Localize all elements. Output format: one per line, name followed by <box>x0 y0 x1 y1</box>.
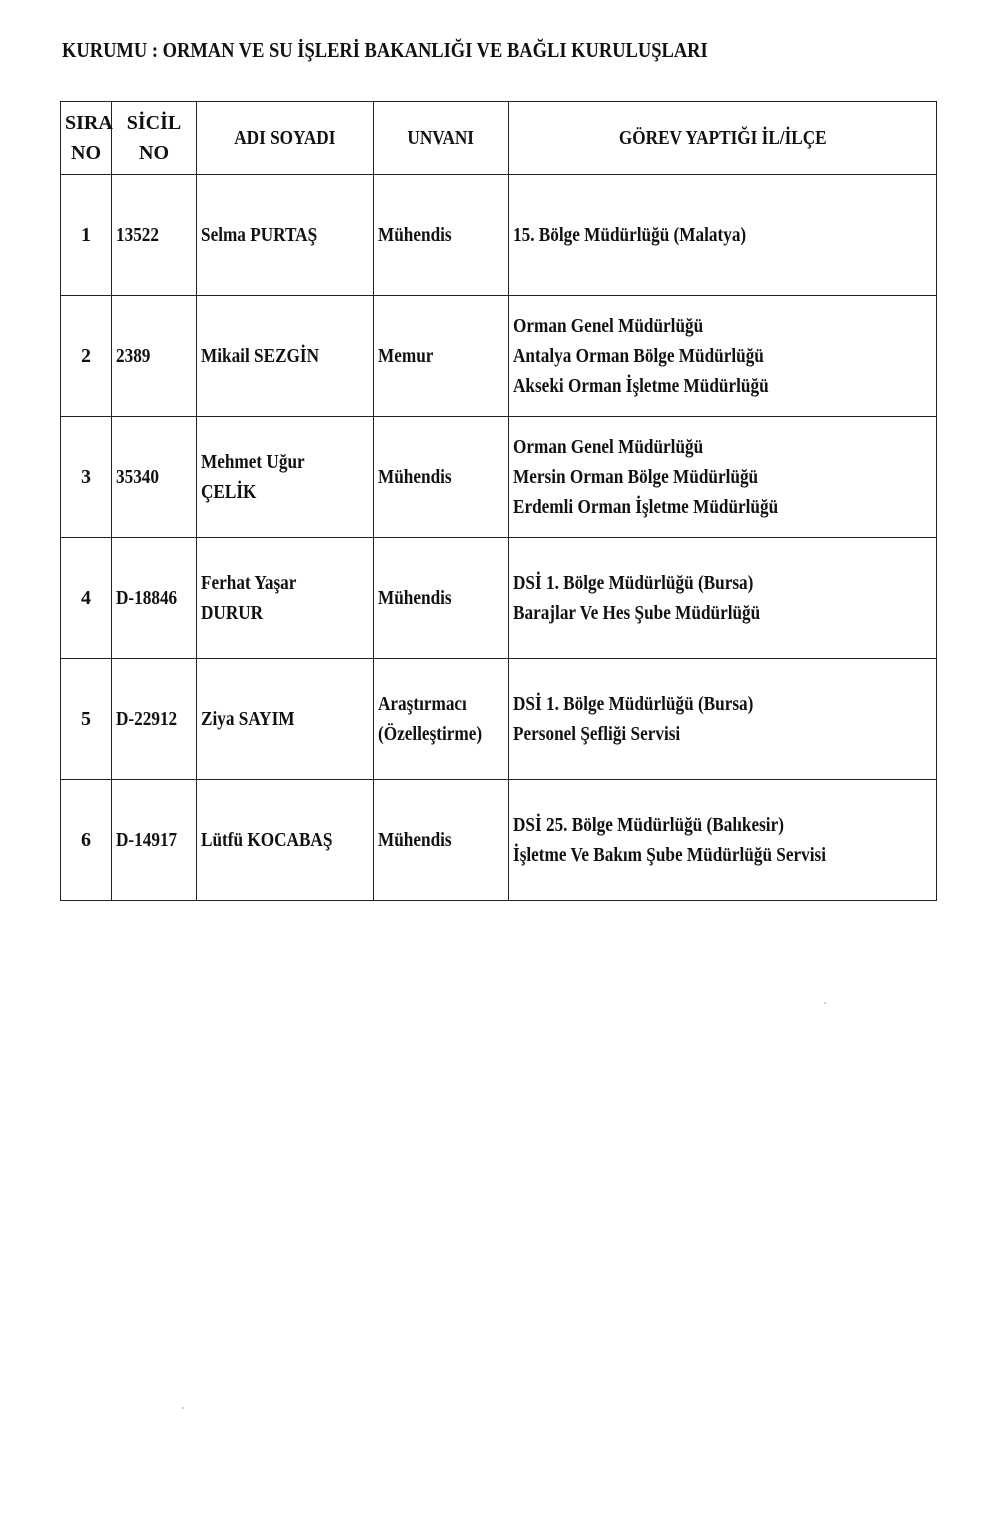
name-text: Mikail SEZGİN <box>201 345 320 367</box>
header-sicil-no <box>112 102 197 175</box>
name-text: Selma PURTAŞ <box>201 224 318 246</box>
cell-adi-soyadi <box>197 538 374 659</box>
cell-sira-no <box>61 659 112 780</box>
sira-value: 3 <box>81 466 91 488</box>
title-text-line <box>378 719 504 749</box>
sicil-value-line <box>116 341 192 371</box>
cell-unvani <box>374 780 509 901</box>
duty-location-text: Personel Şefliği Servisi <box>513 723 681 745</box>
cell-sicil-no <box>112 538 197 659</box>
title-text: Mühendis <box>378 466 452 488</box>
header-sira-line-2: NO <box>71 142 101 164</box>
scan-speck <box>824 1002 826 1004</box>
table-row <box>61 175 937 296</box>
sicil-value: D-18846 <box>116 587 178 609</box>
cell-adi-soyadi <box>197 417 374 538</box>
name-text: DURUR <box>201 602 264 624</box>
header-row <box>61 102 937 175</box>
sira-value: 4 <box>81 587 91 609</box>
table-row <box>61 296 937 417</box>
cell-sicil-no <box>112 659 197 780</box>
cell-sicil-no <box>112 175 197 296</box>
cell-adi-soyadi <box>197 296 374 417</box>
cell-sira-no <box>61 175 112 296</box>
cell-sira-no <box>61 538 112 659</box>
cell-adi-soyadi <box>197 175 374 296</box>
duty-location-text: Mersin Orman Bölge Müdürlüğü <box>513 466 759 488</box>
cell-sira-no <box>61 417 112 538</box>
title-text: Mühendis <box>378 224 452 246</box>
table-row <box>61 417 937 538</box>
duty-location-text-line <box>513 220 932 250</box>
cell-unvani <box>374 659 509 780</box>
duty-location-text-line <box>513 492 932 522</box>
duty-location-text: Orman Genel Müdürlüğü <box>513 436 704 458</box>
cell-unvani <box>374 538 509 659</box>
page-title: KURUMU : ORMAN VE SU İŞLERİ BAKANLIĞI VE BAĞLI KURULUŞLARI <box>62 38 708 62</box>
name-text-line <box>201 598 369 628</box>
name-text: Lütfü KOCABAŞ <box>201 829 333 851</box>
duty-location-text-line <box>513 598 932 628</box>
sicil-value-line <box>116 583 192 613</box>
sira-value: 1 <box>81 224 91 246</box>
title-text: Araştırmacı <box>378 693 467 715</box>
cell-sicil-no <box>112 417 197 538</box>
title-text: Mühendis <box>378 829 452 851</box>
table-row <box>61 538 937 659</box>
name-text-line <box>201 220 369 250</box>
header-gorev-yaptigi <box>509 102 937 175</box>
duty-location-text-line <box>513 311 932 341</box>
duty-location-text: Erdemli Orman İşletme Müdürlüğü <box>513 496 779 518</box>
header-gorev-label: GÖREV YAPTIĞI İL/İLÇE <box>618 127 827 149</box>
duty-location-text: Antalya Orman Bölge Müdürlüğü <box>513 345 764 367</box>
name-text: Ferhat Yaşar <box>201 572 297 594</box>
duty-location-text-line <box>513 371 932 401</box>
sira-value: 6 <box>81 829 91 851</box>
table-body <box>61 175 937 901</box>
cell-adi-soyadi <box>197 659 374 780</box>
name-text-line <box>201 341 369 371</box>
cell-sira-no <box>61 780 112 901</box>
title-text: (Özelleştirme) <box>378 723 483 745</box>
title-text-line <box>378 583 504 613</box>
sicil-value-line <box>116 462 192 492</box>
duty-location-text-line <box>513 719 932 749</box>
duty-location-text-line <box>513 568 932 598</box>
title-text: Mühendis <box>378 587 452 609</box>
duty-location-text: 15. Bölge Müdürlüğü (Malatya) <box>513 224 747 246</box>
name-text-line <box>201 704 369 734</box>
duty-location-text: DSİ 1. Bölge Müdürlüğü (Bursa) <box>513 572 754 594</box>
header-sira-no <box>61 102 112 175</box>
title-text: Memur <box>378 345 434 367</box>
duty-location-text-line <box>513 840 932 870</box>
sira-value: 5 <box>81 708 91 730</box>
table-header <box>61 102 937 175</box>
header-sicil-line-1: SİCİL <box>126 112 182 134</box>
cell-unvani <box>374 417 509 538</box>
name-text-line <box>201 447 369 477</box>
name-text-line <box>201 477 369 507</box>
name-text: ÇELİK <box>201 481 257 503</box>
duty-location-text-line <box>513 689 932 719</box>
duty-location-text: Akseki Orman İşletme Müdürlüğü <box>513 375 769 397</box>
name-text: Mehmet Uğur <box>201 451 305 473</box>
duty-location-text: İşletme Ve Bakım Şube Müdürlüğü Servisi <box>513 844 826 866</box>
sicil-value: D-14917 <box>116 829 178 851</box>
duty-location-text: DSİ 25. Bölge Müdürlüğü (Balıkesir) <box>513 814 784 836</box>
header-unvani <box>374 102 509 175</box>
sicil-value: 35340 <box>116 466 159 488</box>
duty-location-text: Barajlar Ve Hes Şube Müdürlüğü <box>513 602 761 624</box>
duty-location-text-line <box>513 341 932 371</box>
header-sicil-line-2: NO <box>139 142 169 164</box>
sira-value: 2 <box>81 345 91 367</box>
cell-sicil-no <box>112 780 197 901</box>
duty-location-text: Orman Genel Müdürlüğü <box>513 315 704 337</box>
duty-location-text-line <box>513 432 932 462</box>
table-row <box>61 780 937 901</box>
header-sira-line-1: SIRA <box>65 112 113 134</box>
header-unvani-label: UNVANI <box>407 127 475 149</box>
title-text-line <box>378 462 504 492</box>
duty-location-text: DSİ 1. Bölge Müdürlüğü (Bursa) <box>513 693 754 715</box>
sicil-value-line <box>116 825 192 855</box>
title-text-line <box>378 689 504 719</box>
sicil-value-line <box>116 220 192 250</box>
cell-gorev-yeri <box>509 175 937 296</box>
sicil-value: D-22912 <box>116 708 178 730</box>
title-text-line <box>378 825 504 855</box>
duty-location-text-line <box>513 462 932 492</box>
table-row <box>61 659 937 780</box>
header-adi-soyadi-label: ADI SOYADI <box>234 127 336 149</box>
cell-sicil-no <box>112 296 197 417</box>
name-text: Ziya SAYIM <box>201 708 295 730</box>
personnel-table <box>60 101 937 901</box>
duty-location-text-line <box>513 810 932 840</box>
name-text-line <box>201 568 369 598</box>
title-text-line <box>378 220 504 250</box>
scan-speck <box>182 1407 184 1409</box>
sicil-value: 13522 <box>116 224 159 246</box>
cell-sira-no <box>61 296 112 417</box>
cell-unvani <box>374 175 509 296</box>
name-text-line <box>201 825 369 855</box>
title-text-line <box>378 341 504 371</box>
cell-adi-soyadi <box>197 780 374 901</box>
cell-gorev-yeri <box>509 538 937 659</box>
cell-gorev-yeri <box>509 780 937 901</box>
sicil-value-line <box>116 704 192 734</box>
cell-gorev-yeri <box>509 296 937 417</box>
cell-gorev-yeri <box>509 417 937 538</box>
cell-unvani <box>374 296 509 417</box>
cell-gorev-yeri <box>509 659 937 780</box>
header-adi-soyadi <box>197 102 374 175</box>
sicil-value: 2389 <box>116 345 151 367</box>
